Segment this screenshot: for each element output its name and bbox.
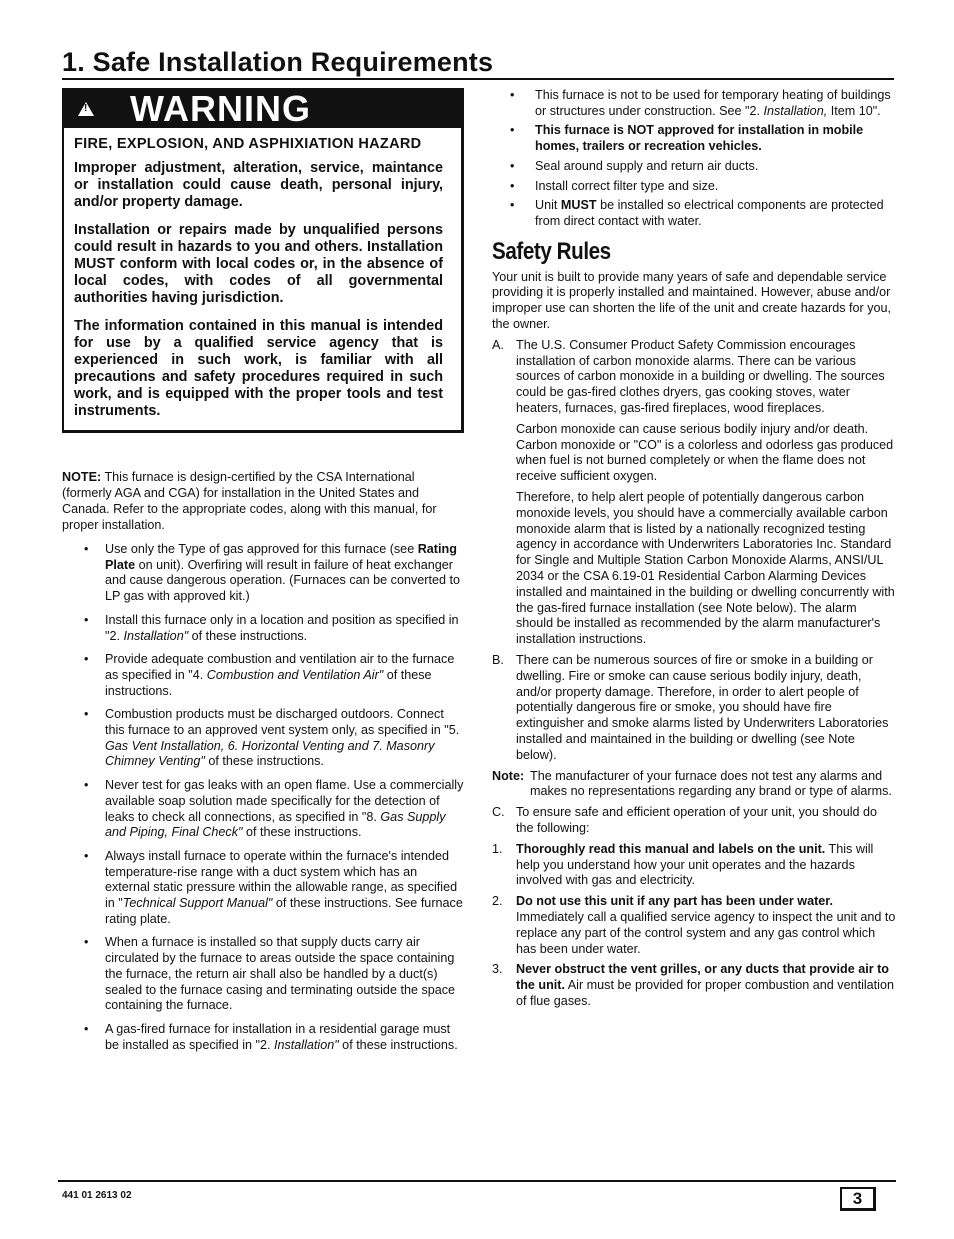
item-marker: C. [492, 805, 505, 820]
item-text: Provide adequate combustion and ventilation air to the furnace as specified in "4. [105, 652, 455, 682]
footer-rule [58, 1180, 896, 1182]
list-item [62, 652, 464, 699]
item-paragraph: There can be numerous sources of fire or smoke in a building or dwelling. Fire or smoke can cause serious bodily injury, death, and/or property damage. Therefore, in order to alert people of potentially dangerous fire or smoke, you should have fire extinguisher and smoke alarms listed by Underwriters Laboratories installed and maintained in the building or dwelling (see Note below). [516, 652, 889, 762]
note-text: This furnace is design-certified by the CSA International (formerly AGA and CGA) for installation in the United States and Canada. Refer to the appropriate codes, along with this manual, for proper installation. [62, 470, 437, 532]
list-item [492, 338, 896, 648]
item-bold: Thoroughly read this manual and labels on the unit. [516, 841, 826, 856]
list-item [492, 159, 896, 175]
item-italic: Technical Support Manual" [122, 896, 273, 911]
item-text: Use only the Type of gas approved for this furnace (see [105, 542, 418, 556]
note-label: Note: [492, 768, 525, 783]
item-text: This will help you understand how your unit operates and the hazards involved with gas and electricity. [516, 841, 874, 888]
item-text: Immediately call a qualified service agency to inspect the unit and to replace any part of the control system and any gas control which has been under water. [516, 909, 896, 956]
item-text: Never test for gas leaks with an open flame. Use a commercially available soap solution made specifically for the detection of leaks to check all connections, as specified in "8. [105, 778, 464, 824]
item-italic: Installation, [763, 103, 828, 118]
safety-rules-title: Safety Rules [492, 237, 611, 265]
list-item [492, 123, 896, 154]
item-marker: 2. [492, 894, 503, 909]
item-text: Seal around supply and return air ducts. [535, 158, 759, 173]
item-italic: Installation" [274, 1037, 339, 1052]
list-item [62, 849, 464, 928]
document-number: 441 01 2613 02 [62, 1190, 132, 1201]
safety-rules-list [492, 338, 896, 764]
item-paragraph: Carbon monoxide can cause serious bodily injury and/or death. Carbon monoxide or "CO" is a colorless and odorless gas produced when fuel is not burned completely or when the flame does not receive sufficient oxygen. [516, 421, 894, 484]
list-item [62, 613, 464, 644]
item-paragraph [516, 962, 896, 1009]
item-paragraph [516, 842, 896, 889]
hazard-title: FIRE, EXPLOSION, AND ASPHIXIATION HAZARD [74, 136, 422, 152]
item-italic: Gas Supply and Piping, Final Check" [105, 809, 446, 840]
item-marker: B. [492, 652, 504, 667]
item-text: on unit). Overfiring will result in failure of heat exchanger and cause dangerous operation. (Furnaces can be converted to LP gas with approved kit.) [105, 557, 460, 604]
safety-rules-list-continued [492, 805, 896, 1010]
item-bold: Never obstruct the vent grilles, or any ducts that provide air to the unit. [516, 962, 889, 993]
item-paragraph: Therefore, to help alert people of potentially dangerous carbon monoxide levels, you should have a commercially available carbon monoxide alarm that is listed by a nationally recognized testing agency in accordance with Underwriters Laboratories Inc. Standard for Single and Multiple Station Carbon Monoxide Alarms, ANSI/UL 2034 or the CSA 6.19-01 Residential Carbon Alarming Devices installed and maintained in the building or dwelling concurrently with the gas-fired furnace installation (see Note below). The alarm should be installed as recommended by the alarm manufacturer's installation instructions. [516, 489, 895, 647]
item-paragraph [516, 894, 896, 957]
item-text: When a furnace is installed so that supply ducts carry air circulated by the furnace to areas outside the space containing the furnace, the return air shall also be handled by a duct(s) sealed to the furnace casing and terminating outside the space containing the furnace. [105, 935, 456, 1013]
alarm-note [492, 769, 896, 801]
item-marker: 3. [492, 962, 503, 977]
list-item [492, 88, 896, 119]
warning-triangle-icon [78, 102, 94, 116]
item-italic: Installation" [123, 628, 189, 643]
installation-requirements-list [62, 542, 464, 1053]
item-text: of these instructions. See furnace rating plate. [105, 896, 463, 926]
certification-note [62, 469, 464, 533]
item-text: Install this furnace only in a location and position as specified in "2. [105, 612, 459, 643]
item-text: be installed so electrical components are protected from direct contact with water. [535, 198, 884, 228]
item-text: of these instructions. [204, 754, 324, 769]
list-item [62, 935, 464, 1014]
list-item [492, 842, 896, 889]
warning-paragraph: Improper adjustment, alteration, service, maintance or installation could cause death, personal injury, and/or property damage. [74, 160, 443, 210]
item-text: of these instructions. [188, 628, 308, 643]
warning-paragraph: The information contained in this manual is intended for use by a qualified service agency that is experienced in such work, is familiar with all precautions and safety procedures required in such work, and is equipped with the proper tools and test instruments. [74, 318, 443, 419]
warning-paragraph: Installation or repairs made by unqualified persons could result in hazards to you and others. Installation MUST conform with local codes or, in the absence of local codes, with codes of all governmental authorities having jurisdiction. [74, 222, 443, 306]
item-text: Item 10". [827, 103, 881, 118]
item-italic: Gas Vent Installation, 6. Horizontal Venting and 7. Masonry Chimney Venting" [105, 738, 435, 769]
list-item [62, 778, 464, 841]
item-italic: Combustion and Ventilation Air" [206, 667, 384, 682]
item-text: of these instructions. [338, 1037, 458, 1052]
safety-rules-intro: Your unit is built to provide many years of safe and dependable service providing it is properly installed and maintained. However, abuse and/or improper use can shorten the life of the unit and create hazards for you, the owner. [492, 269, 892, 332]
item-marker: 1. [492, 841, 503, 856]
warning-word: WARNING [130, 88, 311, 129]
item-text: of these instructions. [105, 667, 432, 698]
list-item [62, 542, 464, 605]
item-bold: Rating Plate [105, 542, 457, 572]
item-text: Unit [535, 198, 561, 213]
item-marker: A. [492, 337, 504, 352]
item-bold: MUST [560, 198, 597, 213]
list-item [492, 198, 896, 229]
item-bold: Do not use this unit if any part has been under water. [516, 894, 833, 909]
right-column [492, 88, 896, 1015]
item-bold: This furnace is NOT approved for installation in mobile homes, trailers or recreation vehicles. [535, 123, 864, 154]
item-text: Always install furnace to operate within the furnace's intended temperature-rise range with a duct system which has an external static pressure within the allowable range, as specified in " [105, 848, 458, 911]
note-text: The manufacturer of your furnace does not test any alarms and makes no representations regarding any brand or type of alarms. [530, 768, 892, 799]
item-paragraph: To ensure safe and efficient operation of your unit, you should do the following: [516, 805, 878, 835]
list-item [492, 894, 896, 957]
list-item [492, 805, 896, 837]
warning-box [62, 88, 464, 433]
list-item [62, 707, 464, 770]
item-text: Install correct filter type and size. [535, 178, 719, 193]
page-number: 3 [840, 1187, 876, 1211]
furnace-restrictions-list [492, 88, 896, 230]
list-item [492, 653, 896, 764]
list-item [492, 962, 896, 1009]
note-label: NOTE: [62, 470, 102, 484]
page-title: 1. Safe Installation Requirements [62, 46, 894, 80]
list-item [492, 179, 896, 195]
item-text: This furnace is not to be used for temporary heating of buildings or structures under construction. See "2. [535, 88, 891, 118]
item-text: Combustion products must be discharged outdoors. Connect this furnace to an approved vent system only, as specified in "5. [105, 707, 460, 738]
item-text: A gas-fired furnace for installation in a residential garage must be installed as specified in "2. [105, 1021, 451, 1052]
warning-banner [64, 90, 461, 128]
item-paragraph: The U.S. Consumer Product Safety Commission encourages installation of carbon monoxide alarms. There can be various sources of carbon monoxide in a building or dwelling. The sources could be gas-fired clothes dryers, gas cooking stoves, water heaters, furnaces, gas-fired fireplaces, wood fireplaces. [516, 337, 885, 415]
item-text: of these instructions. [242, 825, 362, 840]
list-item [62, 1022, 464, 1053]
left-column [62, 88, 464, 1061]
item-text: Air must be provided for proper combustion and ventilation of flue gases. [516, 978, 894, 1008]
